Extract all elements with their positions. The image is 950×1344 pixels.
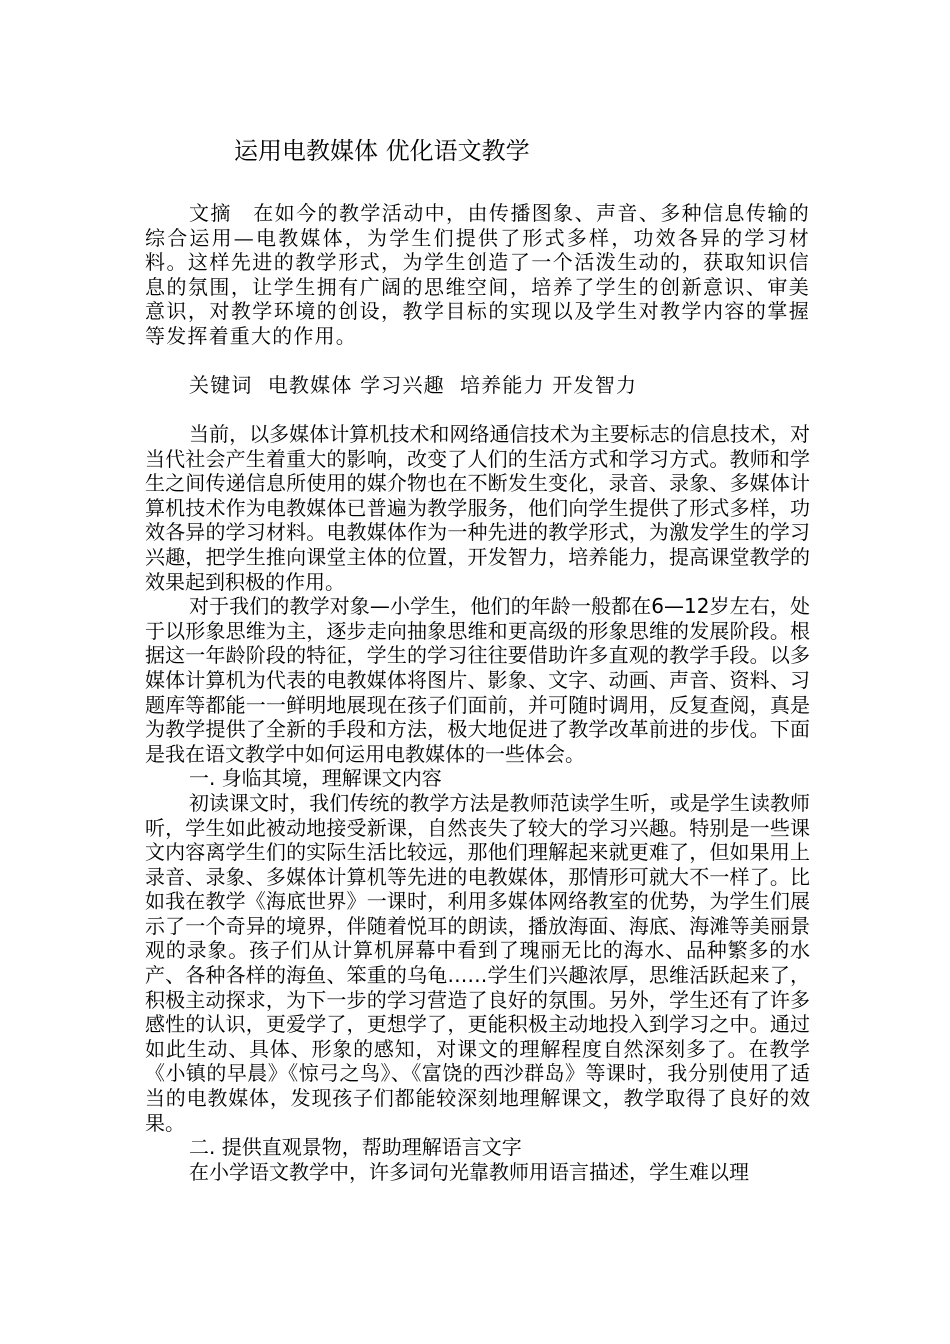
document-title: 运用电教媒体 优化语文教学	[234, 137, 530, 165]
section-heading: 一. 身临其境，理解课文内容	[189, 766, 442, 791]
body-paragraph: 初读课文时，我们传统的教学方法是教师范读学生听，或是学生读教师听，学生如此被动地接受新课，自然丧失了较大的学习兴趣。特别是一些课文内容离学生们的实际生活比较远，那他们理解起来就更难了，但如果用上录音、录象、多媒体计算机等先进的电教媒体，那情形可就大不一样了。比如我在教学《海底世界》一课时，利用多媒体网络教室的优势，为学生们展示了一个奇异的境界，伴随着悦耳的朗读，播放海面、海底、海滩等美丽景观的录象。孩子们从计算机屏幕中看到了瑰丽无比的海水、品种繁多的水产、各种各样的海鱼、笨重的乌龟……学生们兴趣浓厚，思维活跃起来了，积极主动探求，为下一步的学习营造了良好的氛围。另外，学生还有了许多感性的认识，更爱学了，更想学了，更能积极主动地投入到学习之中。通过如此生动、具体、形象的感知，对课文的理解程度自然深刻多了。在教学《小镇的早晨》《惊弓之鸟》、《富饶的西沙群岛》等课时，我分别使用了适当的电教媒体，发现孩子们都能较深刻地理解课文，教学取得了良好的效果。	[145, 790, 810, 1135]
abstract-paragraph: 文摘 在如今的教学活动中，由传播图象、声音、多种信息传输的综合运用—电教媒体，为学生们提供了形式多样，功效各异的学习材料。这样先进的教学形式，为学生创造了一个活泼生动的，获取知识信息的氛围，让学生拥有广阔的思维空间，培养了学生的创新意识、审美意识，对教学环境的创设，教学目标的实现以及学生对教学内容的掌握等发挥着重大的作用。	[145, 201, 810, 348]
body-paragraph: 对于我们的教学对象—小学生，他们的年龄一般都在6—12岁左右，处于以形象思维为主，逐步走向抽象思维和更高级的形象思维的发展阶段。根据这一年龄阶段的特征，学生的学习往往要借助许多直观的教学手段。以多媒体计算机为代表的电教媒体将图片、影象、文字、动画、声音、资料、习题库等都能一一鲜明地展现在孩子们面前，并可随时调用，反复查阅，真是为教学提供了全新的手段和方法，极大地促进了教学改革前进的步伐。下面是我在语文教学中如何运用电教媒体的一些体会。	[145, 594, 810, 766]
section-heading: 二. 提供直观景物，帮助理解语言文字	[189, 1135, 522, 1160]
body-text	[145, 422, 810, 1184]
body-paragraph: 当前，以多媒体计算机技术和网络通信技术为主要标志的信息技术，对当代社会产生着重大的影响，改变了人们的生活方式和学习方式。教师和学生之间传递信息所使用的媒介物也在不断发生变化，录音、录象、多媒体计算机技术作为电教媒体已普遍为教学服务，他们向学生提供了形式多样，功效各异的学习材料。电教媒体作为一种先进的教学形式，为激发学生的学习兴趣，把学生推向课堂主体的位置，开发智力，培养能力，提高课堂教学的效果起到积极的作用。	[145, 422, 810, 594]
body-paragraph: 在小学语文教学中，许多词句光靠教师用语言描述，学生难以理	[189, 1159, 749, 1184]
keywords-line: 关键词 电教媒体 学习兴趣 培养能力 开发智力	[189, 373, 638, 397]
